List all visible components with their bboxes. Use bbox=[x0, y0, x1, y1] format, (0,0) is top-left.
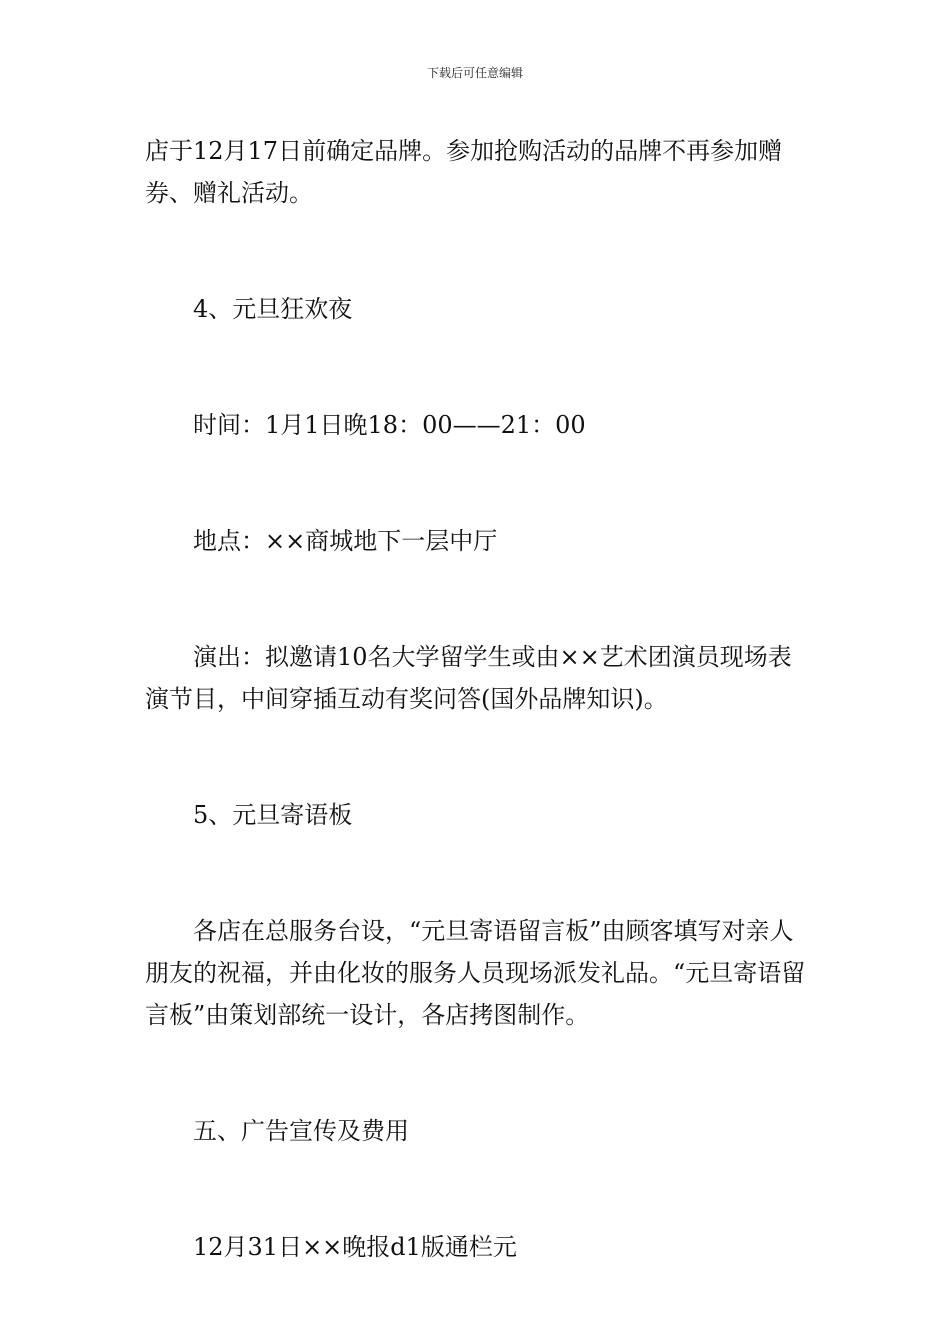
paragraph-performance: 演出：拟邀请10名大学留学生或由××艺术团演员现场表演节目，中间穿插互动有奖问答(国外品牌知识)。 bbox=[145, 643, 792, 713]
document-body bbox=[145, 130, 815, 1268]
paragraph-message-board-details: 各店在总服务台设，“元旦寄语留言板”由顾客填写对亲人朋友的祝福，并由化妆的服务人员现场派发礼品。“元旦寄语留言板”由策划部统一设计，各店拷图制作。 bbox=[145, 917, 806, 1029]
paragraph-time: 时间：1月1日晚18：00——21：00 bbox=[193, 411, 586, 439]
heading-advertising: 五、广告宣传及费用 bbox=[193, 1117, 409, 1145]
paragraph-location: 地点：××商城地下一层中厅 bbox=[193, 527, 498, 555]
paragraph-brand-confirmation: 店于12月17日前确定品牌。参加抢购活动的品牌不再参加赠券、赠礼活动。 bbox=[145, 137, 783, 207]
paragraph-newspaper-ad: 12月31日××晚报d1版通栏元 bbox=[193, 1233, 517, 1261]
heading-new-year-carnival: 4、元旦狂欢夜 bbox=[193, 295, 353, 323]
page-header-note: 下载后可任意编辑 bbox=[426, 66, 523, 80]
heading-message-board: 5、元旦寄语板 bbox=[193, 801, 353, 829]
